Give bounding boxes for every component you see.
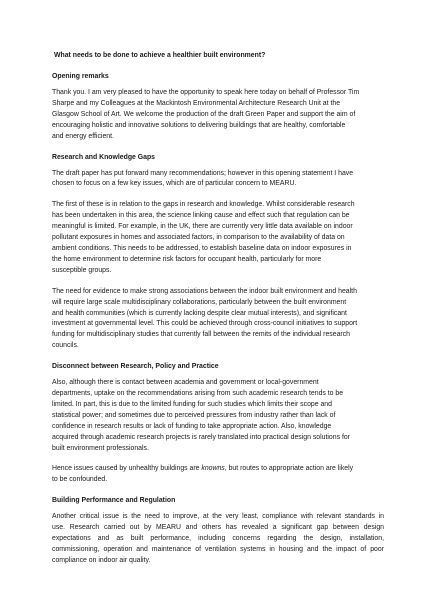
document-page [52, 51, 384, 577]
paragraph-research-3: The need for evidence to make strong associations between the indoor built environment and health will require large scale multidisciplinary collaborations, particularly between the built environment and health communities (which is currently lacking despite clear mutual interests), and significant investment at governmental level. This could be achieved through cross-council initiatives to support funding for multidisciplinary studies that currently fall between the remits of the individual research councils. [52, 287, 358, 350]
section-heading-building-performance: Building Performance and Regulation [52, 497, 176, 505]
section-heading-opening-remarks: Opening remarks [52, 73, 109, 80]
section-heading-research-gaps: Research and Knowledge Gaps [52, 153, 156, 161]
emphasis-knowns: knowns [201, 465, 225, 473]
paragraph-disconnect: Also, although there is contact between academia and government or local-government departments, uptake on the recommendations arising from such academic research tends to be limited. In part, this is due to the limited funding for such studies which limits their scope and statistical power; and sometimes due to perceived pressures from industry rather than lack of confidence in research results or lack of funding to take appropriate action. Also, knowledge acquired through academic research projects is rarely translated into practical design solutions for built environment professionals. [52, 379, 350, 452]
paragraph-hence: Hence issues caused by unhealthy buildings are knowns, but routes to appropriate action are likely to be confounded. [52, 465, 354, 484]
paragraph-research-2: The first of these is in relation to the gaps in research and knowledge. Whilst considerable research has been undertaken in this area, the science linking cause and effect such that regulation can be meaningful is limited. For example, in the UK, there are currently very little data available on indoor pollutant exposures in homes and associated factors, in comparison to the availability of data on ambient conditions. This needs to be addressed, to establish baseline data on indoor exposures in the home environment to determine risk factors for occupant health, particularly for more susceptible groups. [52, 201, 355, 274]
document-title: What needs to be done to achieve a healthier built environment? [54, 52, 266, 59]
section-heading-disconnect: Disconnect between Research, Policy and Practice [52, 363, 219, 371]
paragraph-opening: Thank you. I am very pleased to have the opportunity to speak here today on behalf of Professor Tim Sharpe and my Colleagues at the Mackintosh Environmental Architecture Research Unit at the Glasgow School of Art. We welcome the production of the draft Green Paper and support the aim of encouraging holistic and innovative solutions to delivering buildings that are healthy, comfortable and energy efficient. [52, 89, 360, 140]
paragraph-building-performance: Another critical issue is the need to improve, at the very least, compliance with relevant standards in use. Research carried out by MEARU and others has revealed a significant gap between design expectations and as built performance, including concerns regarding the design, installation, commissioning, operation and maintenance of ventilation systems in housing and the impact of poor compliance on indoor air quality. [52, 513, 384, 564]
paragraph-research-1: The draft paper has put forward many recommendations; however in this opening statement I have chosen to focus on a few key issues, which are of particular concern to MEARU. [52, 169, 354, 188]
